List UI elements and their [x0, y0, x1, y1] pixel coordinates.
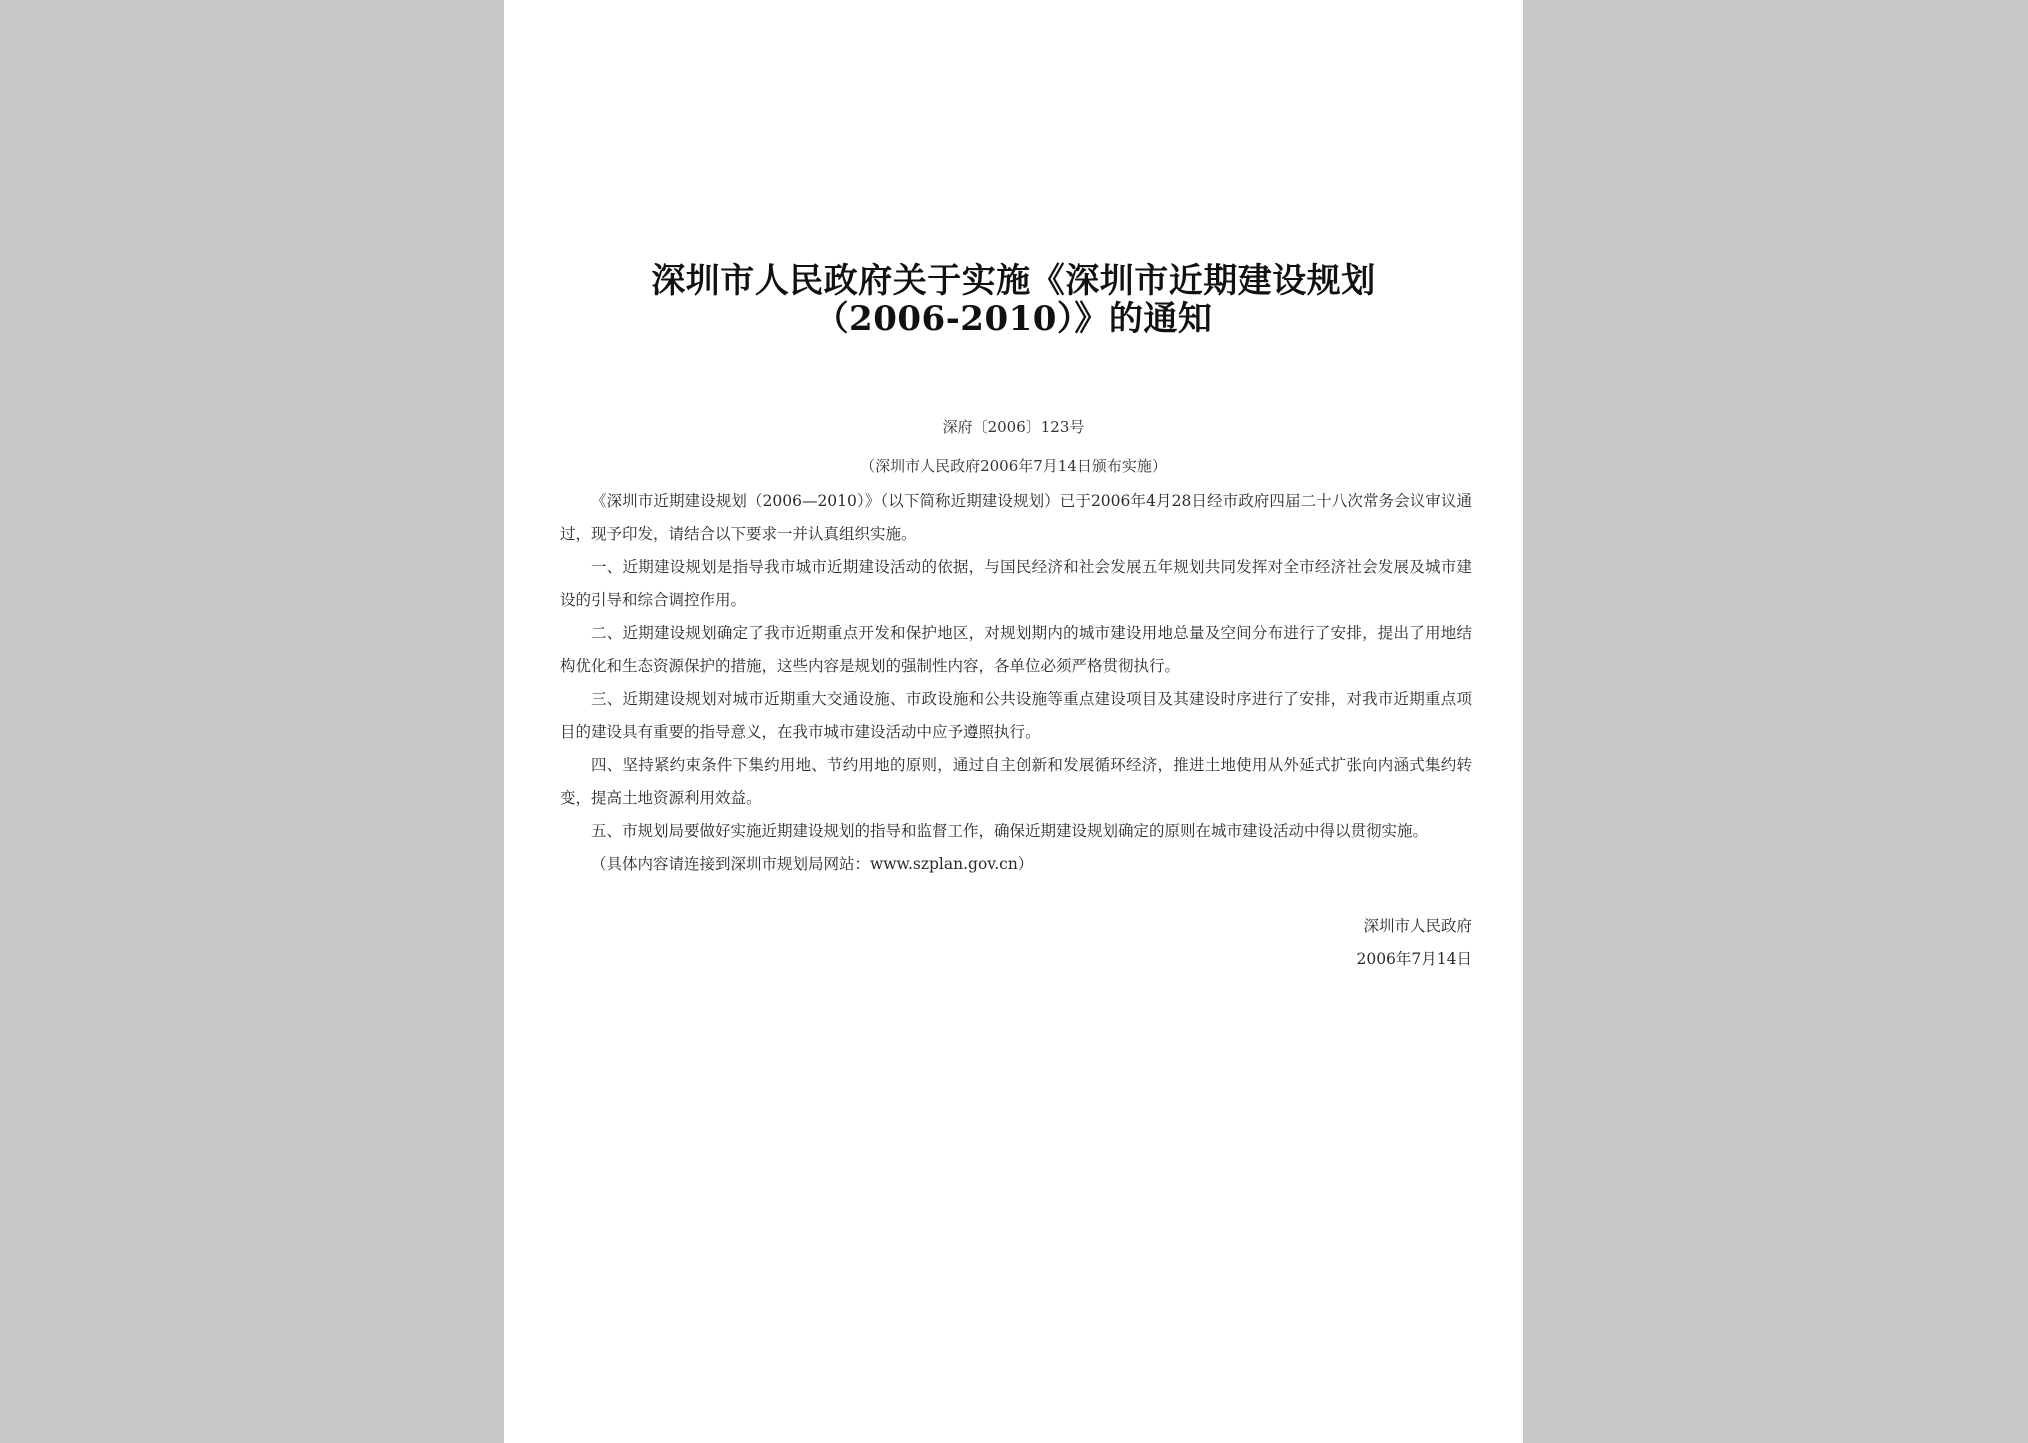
document-body: [560, 485, 1472, 881]
title-line-2: （2006-2010）》的通知: [814, 299, 1213, 339]
document-page: [504, 0, 1523, 1443]
title-line-1: 深圳市人民政府关于实施《深圳市近期建设规划: [651, 261, 1376, 301]
paragraph-item-3: 三、近期建设规划对城市近期重大交通设施、市政设施和公共设施等重点建设项目及其建设时序进行了安排，对我市近期重点项目的建设具有重要的指导意义，在我市城市建设活动中应予遵照执行。: [560, 690, 1472, 741]
paragraph-item-1: 一、近期建设规划是指导我市城市近期建设活动的依据，与国民经济和社会发展五年规划共同发挥对全市经济社会发展及城市建设的引导和综合调控作用。: [560, 558, 1472, 609]
document-number: 深府〔2006〕123号: [942, 418, 1085, 436]
paragraph-item-2: 二、近期建设规划确定了我市近期重点开发和保护地区，对规划期内的城市建设用地总量及空间分布进行了安排，提出了用地结构优化和生态资源保护的措施，这些内容是规划的强制性内容，各单位必须严格贯彻执行。: [560, 624, 1472, 675]
signature-org: 深圳市人民政府: [1363, 917, 1472, 935]
document-title: [504, 262, 1523, 338]
paragraph-item-5: 五、市规划局要做好实施近期建设规划的指导和监督工作，确保近期建设规划确定的原则在城市建设活动中得以贯彻实施。: [591, 822, 1429, 840]
issued-note: （深圳市人民政府2006年7月14日颁布实施）: [860, 457, 1167, 475]
signature-date: 2006年7月14日: [1356, 950, 1472, 968]
paragraph-website-note: （具体内容请连接到深圳市规划局网站：www.szplan.gov.cn）: [591, 855, 1034, 873]
paragraph-item-4: 四、坚持紧约束条件下集约用地、节约用地的原则，通过自主创新和发展循环经济，推进土地使用从外延式扩张向内涵式集约转变，提高土地资源利用效益。: [560, 756, 1472, 807]
paragraph-intro: 《深圳市近期建设规划（2006—2010）》（以下简称近期建设规划）已于2006年4月28日经市政府四届二十八次常务会议审议通过，现予印发，请结合以下要求一并认真组织实施。: [560, 492, 1472, 543]
signature-block: [1356, 910, 1472, 976]
